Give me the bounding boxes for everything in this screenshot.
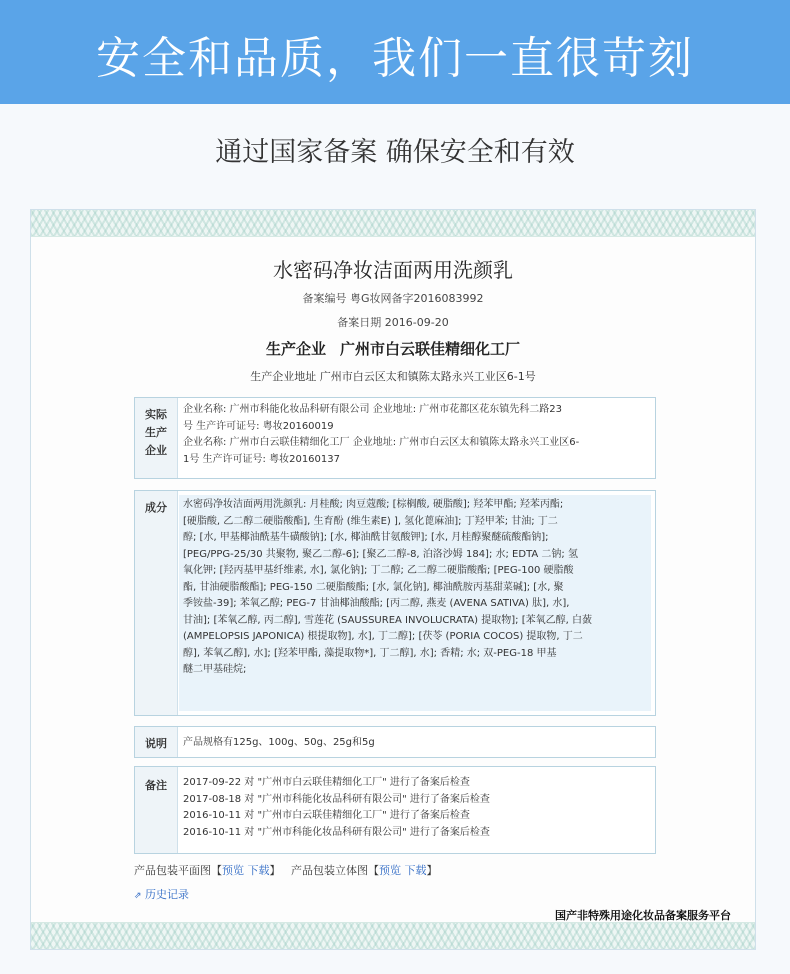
ingredients-label: 成分 — [135, 491, 178, 715]
ingredients-box — [134, 490, 656, 716]
record-number: 备案编号 粤G妆网备字2016083992 — [302, 292, 484, 305]
ingredients-line: 水密码净妆洁面两用洗颜乳: 月桂酸; 肉豆蔻酸; [棕榈酸, 硬脂酸]; 羟苯甲酯; 羟苯丙酯; — [183, 499, 564, 510]
flat-download-link[interactable]: 下载 — [247, 864, 270, 877]
ingredients-line: [硬脂酸, 乙二醇二硬脂酸酯], 生育酚 (维生素E) ], 氢化蓖麻油]; 丁羟甲苯; 甘油; 丁二 — [183, 515, 558, 527]
explanation-content: 产品规格有125g、100g、50g、25g和5g — [183, 737, 375, 748]
actual-producer-line: 1号 生产许可证号: 粤妆20160137 — [183, 453, 340, 465]
decorative-border-bottom — [31, 922, 755, 949]
top-banner — [0, 0, 790, 104]
ingredients-line: 甘油]; [苯氧乙醇, 丙二醇], 雪莲花 (SAUSSUREA INVOLUCRATA) 提取物]; [苯氧乙醇, 白蔹 — [183, 614, 592, 626]
packaging-links: 产品包装平面图【预览 下载】 产品包装立体图【预览 下载】 — [134, 864, 438, 877]
producer-label: 生产企业 — [265, 340, 326, 358]
product-title: 水密码净妆洁面两用洗颜乳 — [273, 258, 513, 282]
flat-packaging-label: 产品包装平面图 — [134, 864, 211, 877]
platform-name: 国产非特殊用途化妆品备案服务平台 — [555, 909, 731, 922]
ingredients-line: 酯, 甘油硬脂酸酯]; PEG-150 二硬脂酸酯; [水, 氯化钠], 椰油酰胺丙基甜菜碱]; [水, 聚 — [183, 581, 564, 593]
producer-address: 生产企业地址 广州市白云区太和镇陈太路永兴工业区6-1号 — [250, 370, 536, 383]
remarks-box — [134, 766, 656, 854]
remark-line: 2016-10-11 对 "广州市白云联佳精细化工厂" 进行了备案后检查 — [183, 810, 470, 821]
banner-title: 安全和品质，我们一直很苛刻 — [96, 33, 694, 84]
ingredients-line: [PEG/PPG-25/30 共聚物, 聚乙二醇-6]; [聚乙二醇-8, 泊洛沙姆 184]; 水; EDTA 二钠; 氢 — [183, 548, 578, 560]
ingredients-line: 醇], 苯氧乙醇], 水]; [羟苯甲酯, 藻提取物*], 丁二醇], 水]; 香精; 水; 双-PEG-18 甲基 — [183, 647, 557, 659]
solid-preview-link[interactable]: 预览 — [379, 864, 401, 877]
history-label: 历史记录 — [145, 888, 190, 901]
producer-name: 广州市白云联佳精细化工厂 — [340, 340, 521, 358]
remarks-label: 备注 — [135, 767, 178, 853]
actual-producer-line: 号 生产许可证号: 粤妆20160019 — [183, 420, 334, 432]
ingredients-line: 季铵盐-39]; 苯氧乙醇; PEG-7 甘油椰油酸酯; [丙二醇, 燕麦 (AVENA SATIVA) 肽], 水], — [183, 598, 570, 609]
solid-download-link[interactable]: 下载 — [404, 864, 427, 877]
flat-preview-link[interactable]: 预览 — [222, 864, 244, 877]
page-subtitle: 通过国家备案 确保安全和有效 — [215, 137, 575, 168]
record-certificate — [30, 209, 756, 950]
ingredients-line: (AMPELOPSIS JAPONICA) 根提取物], 水], 丁二醇]; [茯苓 (PORIA COCOS) 提取物, 丁二 — [183, 631, 583, 642]
actual-producer-label: 实际生产企业 — [135, 398, 178, 478]
ingredients-line: 醚二甲基硅烷; — [183, 664, 247, 675]
remark-line: 2017-09-22 对 "广州市白云联佳精细化工厂" 进行了备案后检查 — [183, 777, 470, 788]
remark-line: 2017-08-18 对 "广州市科能化妆品科研有限公司" 进行了备案后检查 — [183, 793, 490, 805]
actual-producer-line: 企业名称: 广州市科能化妆品科研有限公司 企业地址: 广州市花都区花东镇先科二路23 — [183, 404, 562, 415]
remark-line: 2016-10-11 对 "广州市科能化妆品科研有限公司" 进行了备案后检查 — [183, 826, 490, 838]
remarks-content — [183, 775, 649, 849]
ingredients-content — [179, 495, 651, 711]
record-date: 备案日期 2016-09-20 — [337, 316, 449, 329]
actual-producer-line: 企业名称: 广州市白云联佳精细化工厂 企业地址: 广州市白云区太和镇陈太路永兴工业区6- — [183, 437, 580, 448]
producer-line — [31, 338, 755, 359]
ingredients-line: 氧化钾; [羟丙基甲基纤维素, 水], 氯化钠]; 丁二醇; 乙二醇二硬脂酸酯; [PEG-100 硬脂酸 — [183, 565, 574, 576]
actual-producer-box — [134, 397, 656, 479]
history-icon: ⇗ — [134, 891, 142, 901]
history-link[interactable] — [134, 886, 189, 902]
explanation-box — [134, 726, 656, 758]
solid-packaging-label: 产品包装立体图 — [291, 864, 368, 877]
ingredients-line: 醇; [水, 甲基椰油酰基牛磺酸钠]; [水, 椰油酰甘氨酸钾]; [水, 月桂醇聚醚硫酸酯钠]; — [183, 532, 549, 543]
actual-producer-content — [183, 402, 649, 474]
explanation-label: 说明 — [135, 727, 178, 757]
decorative-border-top — [31, 210, 755, 237]
